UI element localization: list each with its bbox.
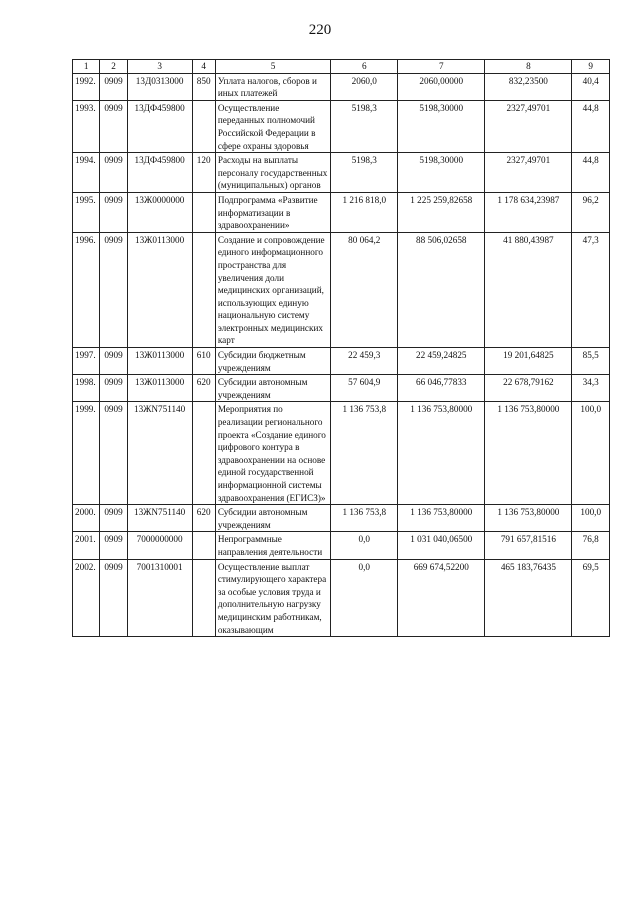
expense-type-cell: [192, 559, 215, 637]
planned-amount-cell: 1 136 753,8: [331, 402, 398, 505]
row-number-cell: 1998.: [73, 375, 100, 402]
row-number-cell: 1993.: [73, 100, 100, 152]
description-cell: Субсидии автономным учреждениям: [215, 505, 331, 532]
revised-amount-cell: 66 046,77833: [398, 375, 485, 402]
executed-amount-cell: 1 136 753,80000: [485, 402, 572, 505]
section-code-cell: 0909: [100, 532, 127, 559]
expense-type-cell: [192, 232, 215, 347]
column-header: 3: [127, 60, 192, 74]
column-header: 8: [485, 60, 572, 74]
column-header: 9: [572, 60, 610, 74]
execution-percent-cell: 44,8: [572, 153, 610, 193]
target-article-cell: 13Ж0000000: [127, 192, 192, 232]
row-number-cell: 1995.: [73, 192, 100, 232]
target-article-cell: 13Ж0113000: [127, 232, 192, 347]
column-header: 5: [215, 60, 331, 74]
table-row: [73, 348, 610, 375]
description-cell: Осуществление переданных полномочий Российской Федерации в сфере охраны здоровья: [215, 100, 331, 152]
execution-percent-cell: 34,3: [572, 375, 610, 402]
description-cell: Субсидии бюджетным учреждениям: [215, 348, 331, 375]
table-row: [73, 100, 610, 152]
execution-percent-cell: 85,5: [572, 348, 610, 375]
executed-amount-cell: 1 136 753,80000: [485, 505, 572, 532]
executed-amount-cell: 41 880,43987: [485, 232, 572, 347]
table-row: [73, 232, 610, 347]
target-article-cell: 13ЖN751140: [127, 402, 192, 505]
section-code-cell: 0909: [100, 402, 127, 505]
execution-percent-cell: 76,8: [572, 532, 610, 559]
section-code-cell: 0909: [100, 559, 127, 637]
column-header: 6: [331, 60, 398, 74]
row-number-cell: 2002.: [73, 559, 100, 637]
row-number-cell: 2000.: [73, 505, 100, 532]
execution-percent-cell: 44,8: [572, 100, 610, 152]
executed-amount-cell: 465 183,76435: [485, 559, 572, 637]
description-cell: Расходы на выплаты персоналу государственных (муниципальных) органов: [215, 153, 331, 193]
description-cell: Подпрограмма «Развитие информатизации в здравоохранении»: [215, 192, 331, 232]
expense-type-cell: 850: [192, 73, 215, 100]
execution-percent-cell: 96,2: [572, 192, 610, 232]
planned-amount-cell: 80 064,2: [331, 232, 398, 347]
expense-type-cell: 120: [192, 153, 215, 193]
executed-amount-cell: 832,23500: [485, 73, 572, 100]
planned-amount-cell: 1 216 818,0: [331, 192, 398, 232]
expense-type-cell: 620: [192, 505, 215, 532]
planned-amount-cell: 2060,0: [331, 73, 398, 100]
section-code-cell: 0909: [100, 100, 127, 152]
column-header: 4: [192, 60, 215, 74]
execution-percent-cell: 69,5: [572, 559, 610, 637]
executed-amount-cell: 791 657,81516: [485, 532, 572, 559]
expense-type-cell: [192, 402, 215, 505]
row-number-cell: 1992.: [73, 73, 100, 100]
revised-amount-cell: 1 225 259,82658: [398, 192, 485, 232]
executed-amount-cell: 22 678,79162: [485, 375, 572, 402]
planned-amount-cell: 5198,3: [331, 100, 398, 152]
planned-amount-cell: 0,0: [331, 532, 398, 559]
planned-amount-cell: 1 136 753,8: [331, 505, 398, 532]
table-row: [73, 153, 610, 193]
row-number-cell: 1994.: [73, 153, 100, 193]
planned-amount-cell: 0,0: [331, 559, 398, 637]
execution-percent-cell: 100,0: [572, 505, 610, 532]
revised-amount-cell: 2060,00000: [398, 73, 485, 100]
target-article-cell: 13ДФ459800: [127, 153, 192, 193]
expense-type-cell: [192, 100, 215, 152]
description-cell: Создание и сопровождение единого информационного пространства для увеличения доли медицинских организаций, использующих единую национальную систему электронных медицинских карт: [215, 232, 331, 347]
description-cell: Мероприятия по реализации регионального проекта «Создание единого цифрового контура в здравоохранении на основе единой государственной информационной системы здравоохранения (ЕГИСЗ)»: [215, 402, 331, 505]
section-code-cell: 0909: [100, 192, 127, 232]
revised-amount-cell: 5198,30000: [398, 153, 485, 193]
section-code-cell: 0909: [100, 232, 127, 347]
table-row: [73, 192, 610, 232]
row-number-cell: 1997.: [73, 348, 100, 375]
expense-type-cell: 620: [192, 375, 215, 402]
budget-table: [72, 59, 610, 637]
execution-percent-cell: 100,0: [572, 402, 610, 505]
target-article-cell: 13Ж0113000: [127, 375, 192, 402]
table-row: [73, 505, 610, 532]
page-number: 220: [308, 22, 332, 38]
description-cell: Уплата налогов, сборов и иных платежей: [215, 73, 331, 100]
target-article-cell: 13ЖN751140: [127, 505, 192, 532]
execution-percent-cell: 47,3: [572, 232, 610, 347]
table-row: [73, 375, 610, 402]
revised-amount-cell: 88 506,02658: [398, 232, 485, 347]
table-row: [73, 73, 610, 100]
table-row: [73, 532, 610, 559]
revised-amount-cell: 5198,30000: [398, 100, 485, 152]
description-cell: Субсидии автономным учреждениям: [215, 375, 331, 402]
section-code-cell: 0909: [100, 505, 127, 532]
executed-amount-cell: 1 178 634,23987: [485, 192, 572, 232]
table-row: [73, 402, 610, 505]
expense-type-cell: [192, 192, 215, 232]
executed-amount-cell: 2327,49701: [485, 100, 572, 152]
executed-amount-cell: 19 201,64825: [485, 348, 572, 375]
section-code-cell: 0909: [100, 375, 127, 402]
column-header: 1: [73, 60, 100, 74]
target-article-cell: 13ДФ459800: [127, 100, 192, 152]
target-article-cell: 7001310001: [127, 559, 192, 637]
section-code-cell: 0909: [100, 153, 127, 193]
planned-amount-cell: 5198,3: [331, 153, 398, 193]
revised-amount-cell: 1 136 753,80000: [398, 402, 485, 505]
column-header: 7: [398, 60, 485, 74]
target-article-cell: 13Д0313000: [127, 73, 192, 100]
target-article-cell: 7000000000: [127, 532, 192, 559]
expense-type-cell: [192, 532, 215, 559]
row-number-cell: 1996.: [73, 232, 100, 347]
description-cell: Осуществление выплат стимулирующего характера за особые условия труда и дополнительную нагрузку медицинским работникам, оказывающим: [215, 559, 331, 637]
row-number-cell: 1999.: [73, 402, 100, 505]
target-article-cell: 13Ж0113000: [127, 348, 192, 375]
column-number-row: [73, 60, 610, 74]
section-code-cell: 0909: [100, 73, 127, 100]
executed-amount-cell: 2327,49701: [485, 153, 572, 193]
revised-amount-cell: 1 031 040,06500: [398, 532, 485, 559]
planned-amount-cell: 57 604,9: [331, 375, 398, 402]
section-code-cell: 0909: [100, 348, 127, 375]
planned-amount-cell: 22 459,3: [331, 348, 398, 375]
row-number-cell: 2001.: [73, 532, 100, 559]
revised-amount-cell: 669 674,52200: [398, 559, 485, 637]
execution-percent-cell: 40,4: [572, 73, 610, 100]
column-header: 2: [100, 60, 127, 74]
revised-amount-cell: 22 459,24825: [398, 348, 485, 375]
table-row: [73, 559, 610, 637]
description-cell: Непрограммные направления деятельности: [215, 532, 331, 559]
expense-type-cell: 610: [192, 348, 215, 375]
revised-amount-cell: 1 136 753,80000: [398, 505, 485, 532]
